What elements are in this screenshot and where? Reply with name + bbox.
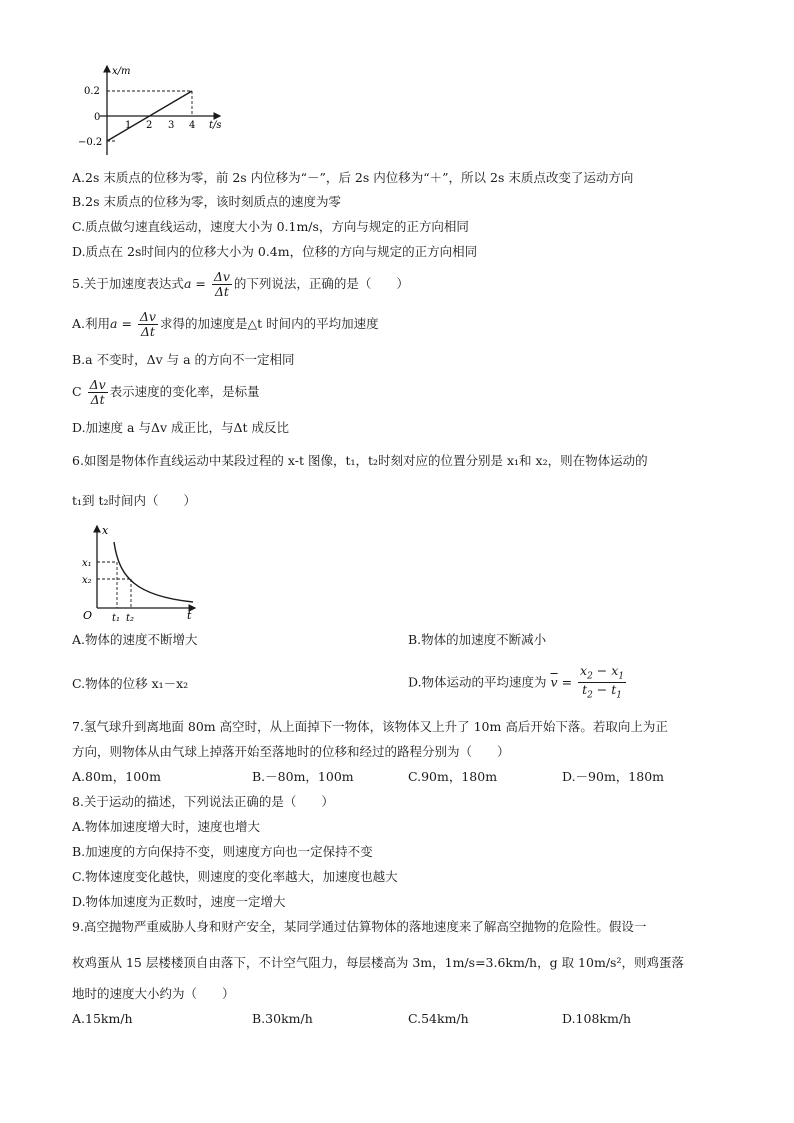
q5-option-a-prefix: A.利用 <box>72 315 111 331</box>
y-tick-x1: x₁ <box>82 558 92 569</box>
q5-option-c <box>72 378 260 407</box>
q6-stem-line2: t₁到 t₂时间内（ ） <box>72 493 197 508</box>
fraction-dv-dt: $\frac{\Delta v}{\Delta t}$ <box>139 309 156 339</box>
x-tick-1: 1 <box>125 120 132 131</box>
y-tick-x2: x₂ <box>82 575 92 586</box>
q4-option-a: A.2s 末质点的位移为零，前 2s 内位移为“－”，后 2s 内位移为“＋”，所以 2s 末质点改变了运动方向 <box>72 170 634 185</box>
q5-option-c-prefix: C <box>72 383 82 399</box>
q9-stem-line3: 地时的速度大小约为（ ） <box>72 986 235 1001</box>
q6-option-d: D.物体运动的平均速度为 $\overline{v}$ = $\frac{x_2 - x_1}{t_2 - t_1}$ <box>408 663 625 701</box>
xt-graph-linear <box>70 60 230 160</box>
q7-option-b: B.－80m，100m <box>252 769 354 784</box>
q4-option-b: B.2s 末质点的位移为零，该时刻质点的速度为零 <box>72 194 342 209</box>
x-axis-label: t/s <box>209 120 222 131</box>
q5-option-a-suffix: 求得的加速度是△t 时间内的平均加速度 <box>159 315 379 331</box>
x-tick-t2: t₂ <box>126 613 135 624</box>
y-axis-label: x/m <box>112 66 131 77</box>
q7-option-d: D.－90m，180m <box>562 769 665 784</box>
x-tick-4: 4 <box>189 120 196 131</box>
origin-label: O <box>83 609 93 622</box>
q6-option-a: A.物体的速度不断增大 <box>72 632 198 647</box>
formula-a: a <box>183 275 192 291</box>
q5-stem-prefix: 5.关于加速度表达式 <box>72 275 184 291</box>
q8-option-b: B.加速度的方向保持不变，则速度方向也一定保持不变 <box>72 844 373 859</box>
q9-stem-line1: 9.高空抛物严重威胁人身和财产安全，某同学通过估算物体的落地速度来了解高空抛物的危险性。假设一 <box>72 919 647 934</box>
q9-stem-line2: 枚鸡蛋从 15 层楼楼顶自由落下，不计空气阻力，每层楼高为 3m，1m/s=3.6km/h，g 取 10m/s²，则鸡蛋落 <box>72 955 684 970</box>
formula-a: a <box>110 315 118 331</box>
q5-option-b: B.a 不变时，Δv 与 a 的方向不一定相同 <box>72 352 295 367</box>
graph-curve <box>114 542 193 602</box>
q8-option-a: A.物体加速度增大时，速度也增大 <box>72 819 261 834</box>
x-axis-label: t <box>187 609 192 622</box>
q7-option-c: C.90m，180m <box>408 769 498 784</box>
q8-option-c: C.物体速度变化越快，则速度的变化率越大，加速度也越大 <box>72 869 398 884</box>
q8-option-d: D.物体加速度为正数时，速度一定增大 <box>72 894 286 909</box>
fraction-average-velocity: $\frac{x_2 - x_1}{t_2 - t_1}$ <box>580 663 625 701</box>
q5-option-a: A.利用a = $\frac{\Delta v}{\Delta t}$ 求得的加速度是△t 时间内的平均加速度 <box>72 309 379 339</box>
q5-option-c-suffix: 表示速度的变化率，是标量 <box>109 383 260 399</box>
xt-graph-curve <box>75 522 205 627</box>
q9-option-a: A.15km/h <box>72 1011 133 1026</box>
q6-option-c: C.物体的位移 x₁－x₂ <box>72 676 189 691</box>
formula-v-bar: $\overline{v}$ <box>550 674 558 690</box>
q9-option-b: B.30km/h <box>252 1011 313 1026</box>
y-tick-zero: 0 <box>94 112 101 123</box>
fraction-dv-dt: $\frac{\Delta v}{\Delta t}$ <box>89 377 106 407</box>
q5-stem: 5.关于加速度表达式a = $\frac{\Delta v}{\Delta t}$ 的下列说法，正确的是（ ） <box>72 269 409 299</box>
y-axis-label: x <box>102 524 109 537</box>
q9-option-d: D.108km/h <box>562 1011 632 1026</box>
q7-stem-line2: 方向，则物体从由气球上掉落开始至落地时的位移和经过的路程分别为（ ） <box>72 744 510 759</box>
y-tick-bottom: −0.2 <box>78 137 103 148</box>
y-tick-top: 0.2 <box>84 86 100 97</box>
q6-stem-line1: 6.如图是物体作直线运动中某段过程的 x-t 图像，t₁，t₂时刻对应的位置分别是 x₁和 x₂，则在物体运动的 <box>72 453 648 468</box>
q4-option-d: D.质点在 2s时间内的位移大小为 0.4m，位移的方向与规定的正方向相同 <box>72 244 478 259</box>
q5-stem-suffix: 的下列说法，正确的是（ ） <box>233 275 409 291</box>
q9-option-c: C.54km/h <box>408 1011 469 1026</box>
q6-option-b: B.物体的加速度不断减小 <box>408 632 547 647</box>
q4-option-c: C.质点做匀速直线运动，速度大小为 0.1m/s，方向与规定的正方向相同 <box>72 219 469 234</box>
q6-option-d-prefix: D.物体运动的平均速度为 <box>408 674 547 690</box>
q7-option-a: A.80m，100m <box>72 769 161 784</box>
q8-stem: 8.关于运动的描述，下列说法正确的是（ ） <box>72 794 334 809</box>
fraction-dv-dt: $\frac{\Delta v}{\Delta t}$ <box>213 269 230 299</box>
x-tick-t1: t₁ <box>112 613 121 624</box>
q5-option-d: D.加速度 a 与Δv 成正比，与Δt 成反比 <box>72 420 290 435</box>
x-tick-3: 3 <box>168 120 175 131</box>
q7-stem-line1: 7.氢气球升到离地面 80m 高空时，从上面掉下一物体，该物体又上升了 10m 高后开始下落。若取向上为正 <box>72 719 668 734</box>
x-tick-2: 2 <box>146 120 153 131</box>
